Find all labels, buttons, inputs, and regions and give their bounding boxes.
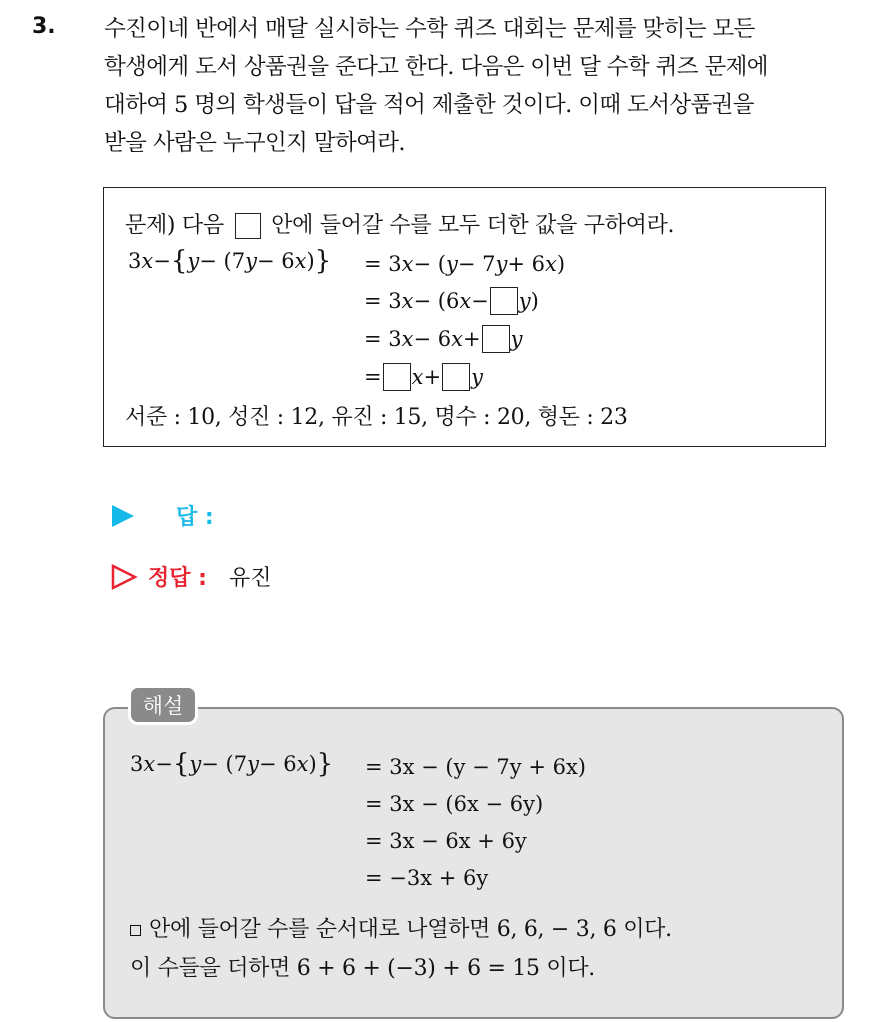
explanation-step-2: = 3x − (6x − 6y) [365,792,544,816]
correct-answer-label: 정답 : [148,566,207,591]
problem-step-4: = x + y [364,365,483,389]
explanation-lhs: 3 x − { y − (7 y − 6 x ) } [130,749,334,779]
small-square-icon [130,925,141,936]
problem-lhs: 3 x − { y − (7 y − 6 x ) } [128,246,332,276]
blank-box [235,213,261,239]
student-answers: 서준 : 10, 성진 : 12, 유진 : 15, 명수 : 20, 형돈 : 23 [125,405,628,430]
prompt-after: 안에 들어갈 수를 모두 더한 값을 구하여라. [271,213,675,238]
problem-step-2: = 3 x − (6 x − y ) [364,289,539,313]
problem-step-3: = 3 x − 6 x + y [364,327,523,351]
question-line: 받을 사람은 누구인지 말하여라. [104,130,405,156]
problem-box [103,187,826,447]
problem-step-1: = 3 x − ( y − 7 y + 6 x ) [364,252,566,276]
blank-box [482,325,510,353]
correct-answer-value: 유진 [228,566,272,591]
explanation-box [103,707,844,1019]
outline-triangle-icon [110,563,138,591]
question-line: 학생에게 도서 상품권을 준다고 한다. 다음은 이번 달 수학 퀴즈 문제에 [104,54,768,80]
question-number: 3. [32,14,56,39]
problem-prompt [125,208,674,239]
filled-triangle-icon [110,503,136,529]
explanation-line-1: 안에 들어갈 수를 순서대로 나열하면 6, 6, − 3, 6 이다. [130,912,672,943]
prompt-before: 문제) 다음 [125,213,224,238]
explanation-step-4: = −3x + 6y [365,866,489,890]
blank-box [383,363,411,391]
explanation-step-1: = 3x − (y − 7y + 6x) [365,755,586,779]
blank-box [442,363,470,391]
blank-box [490,287,518,315]
answer-label: 답 : [176,505,214,530]
answer-row [110,500,214,531]
question-line: 대하여 5 명의 학생들이 답을 적어 제출한 것이다. 이때 도서상품권을 [104,92,754,118]
explanation-line-2: 이 수들을 더하면 6 + 6 + (−3) + 6 = 15 이다. [130,956,595,981]
explanation-tab: 해설 [128,685,198,725]
correct-answer-row [110,561,271,592]
question-line: 수진이네 반에서 매달 실시하는 수학 퀴즈 대회는 문제를 맞히는 모든 [104,16,755,42]
explanation-step-3: = 3x − 6x + 6y [365,829,527,853]
question-text [104,10,864,162]
